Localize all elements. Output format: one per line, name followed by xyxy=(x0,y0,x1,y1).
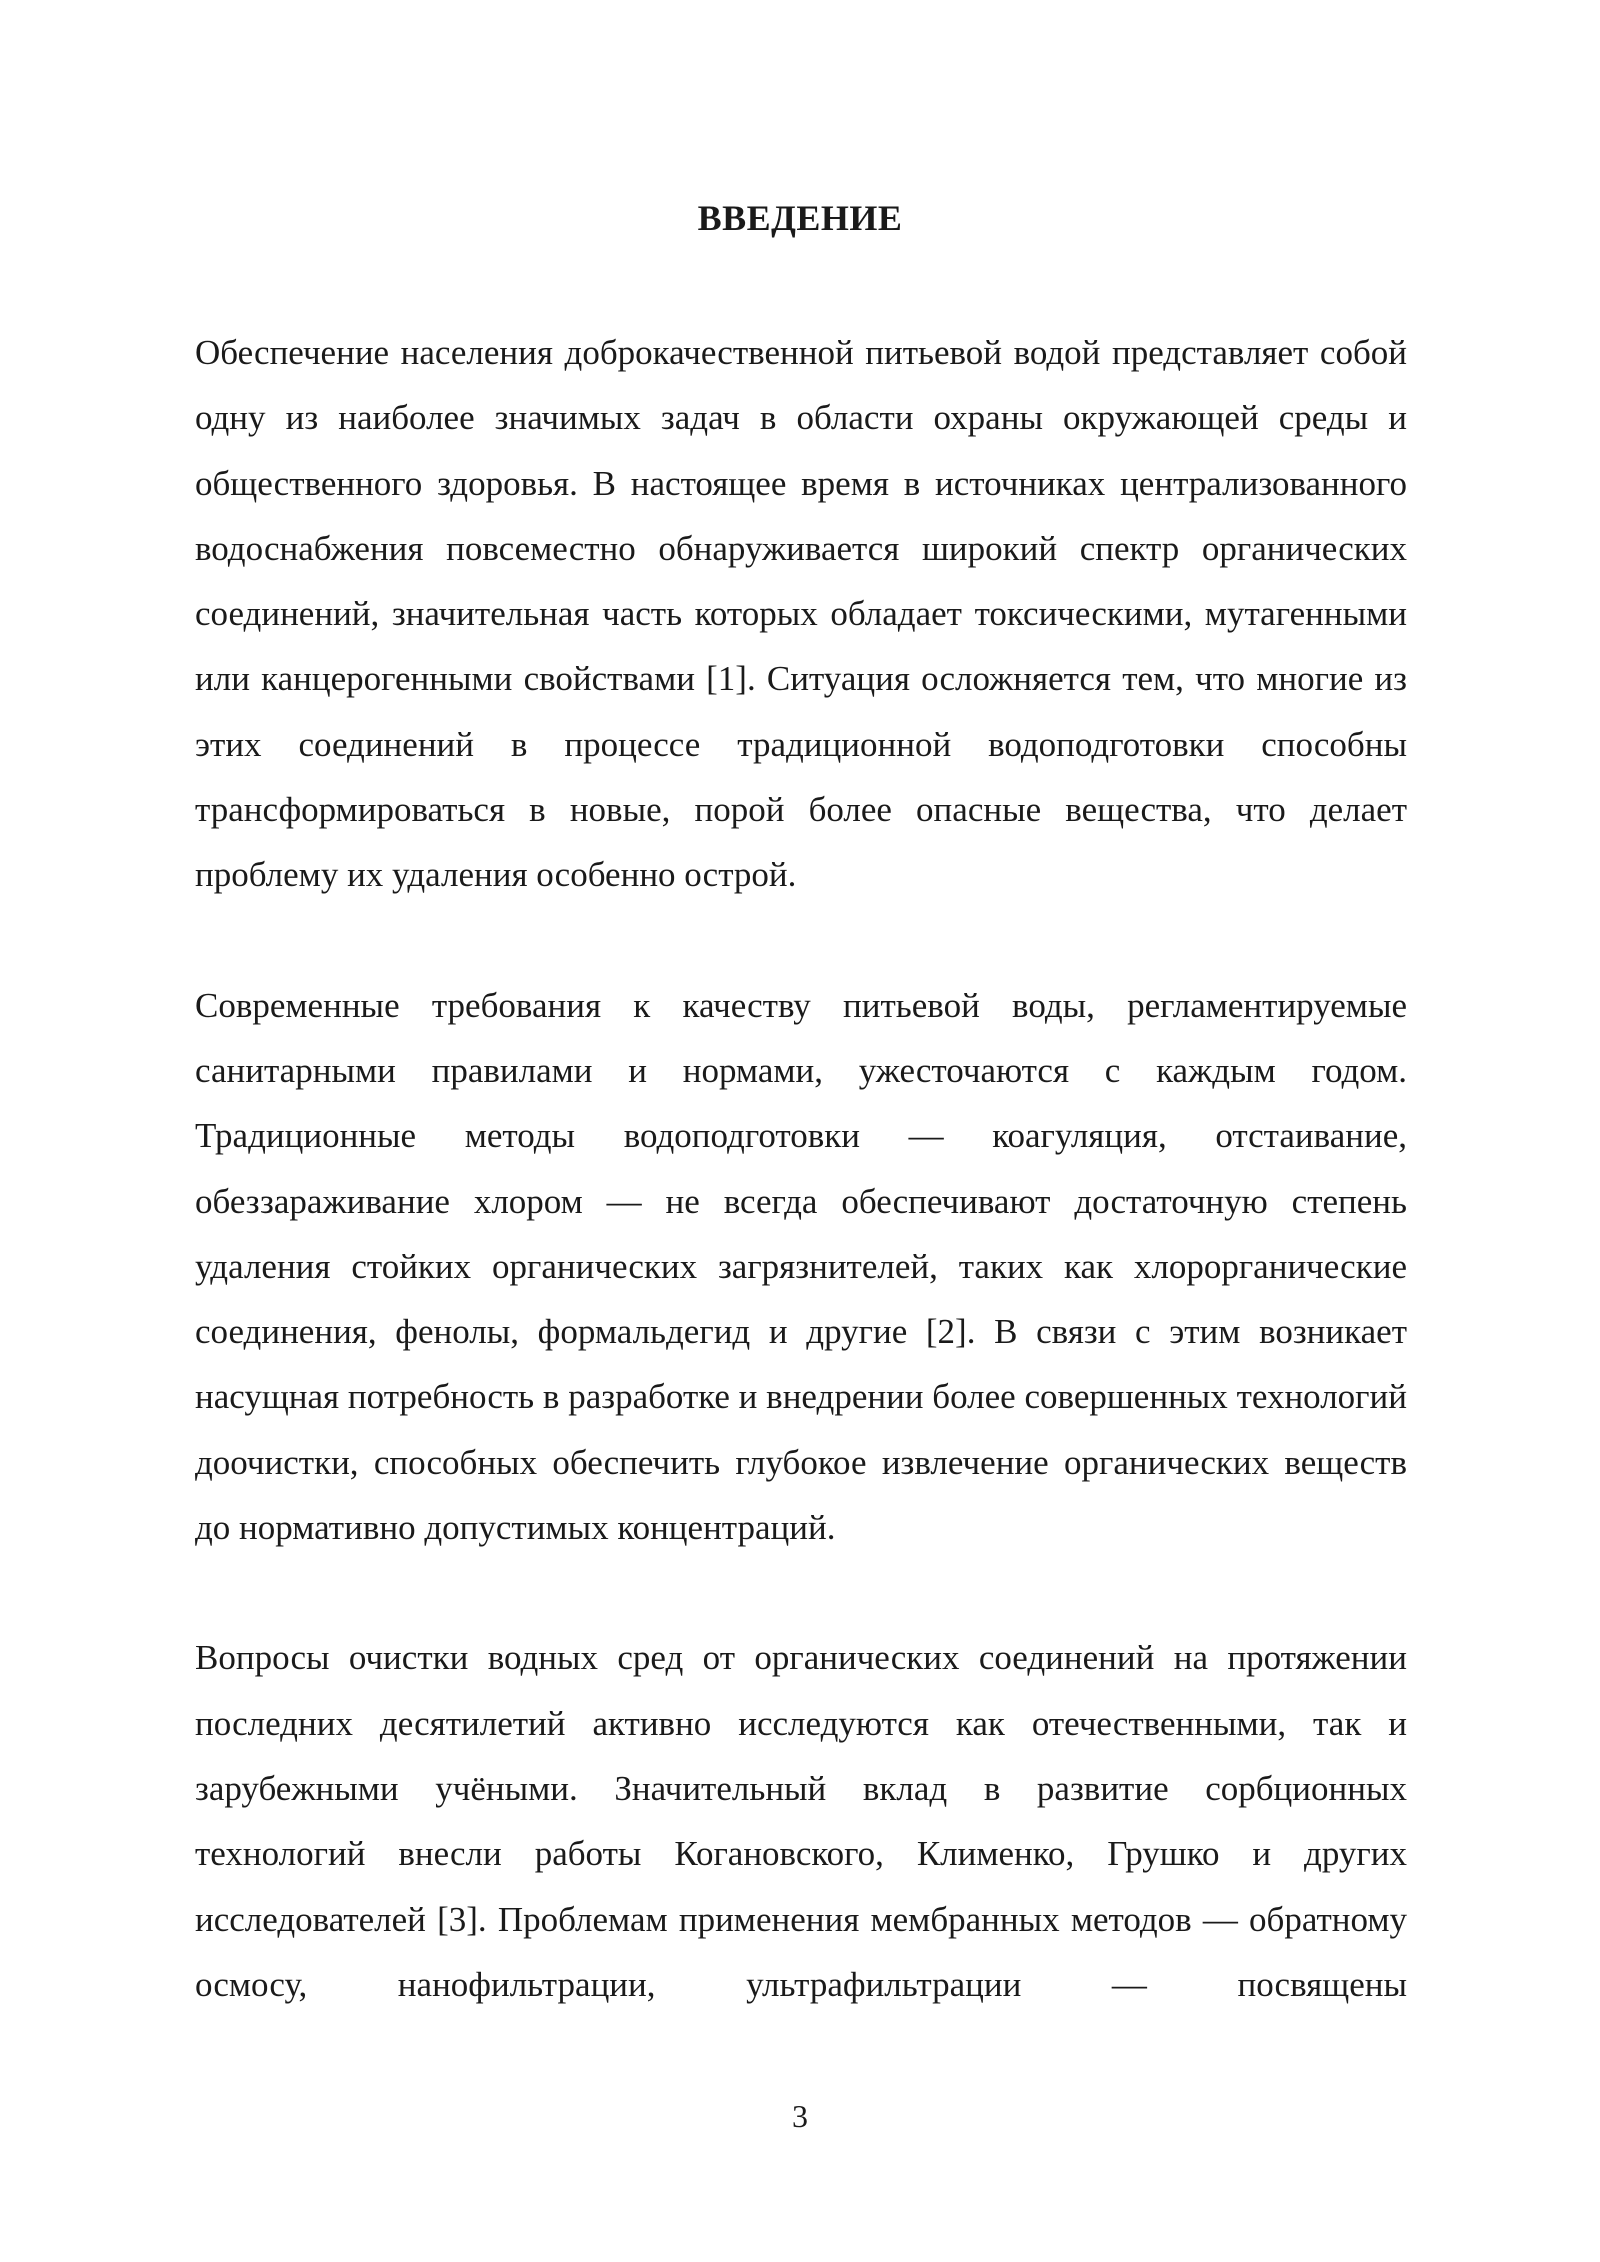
paragraph-2: Современные требования к качеству питьевой воды, регламентируемые санитарными правилами и нормами, ужесточаются с каждым годом. Традиционные методы водоподготовки — коагуляция, отстаивание, обеззараживание хлором — не всегда обеспечивают достаточную степень удаления стойких органических загрязнителей, таких как хлорорганические соединения, фенолы, формальдегид и другие [2]. В связи с этим возникает насущная потребность в разработке и внедрении более совершенных технологий доочистки, способных обеспечить глубокое извлечение органических веществ до нормативно допустимых концентраций. xyxy=(195,985,1407,1548)
paragraph-3: Вопросы очистки водных сред от органических соединений на протяжении последних десятилетий активно исследуются как отечественными, так и зарубежными учёными. Значительный вклад в развитие сорбционных технологий внесли работы Когановского, Клименко, Грушко и других исследователей [3]. Проблемам применения мембранных методов — обратному осмосу, нанофильтрации, ультрафильтрации — посвящены xyxy=(195,1638,1407,2004)
page-number: 3 xyxy=(792,2098,808,2134)
body-text xyxy=(195,320,1407,2082)
section-heading: ВВЕДЕНИЕ xyxy=(697,198,903,238)
paragraph-1: Обеспечение населения доброкачественной питьевой водой представляет собой одну из наиболее значимых задач в области охраны окружающей среды и общественного здоровья. В настоящее время в источниках централизованного водоснабжения повсеместно обнаруживается широкий спектр органических соединений, значительная часть которых обладает токсическими, мутагенными или канцерогенными свойствами [1]. Ситуация осложняется тем, что многие из этих соединений в процессе традиционной водоподготовки способны трансформироваться в новые, порой более опасные вещества, что делает проблему их удаления особенно острой. xyxy=(195,333,1407,895)
